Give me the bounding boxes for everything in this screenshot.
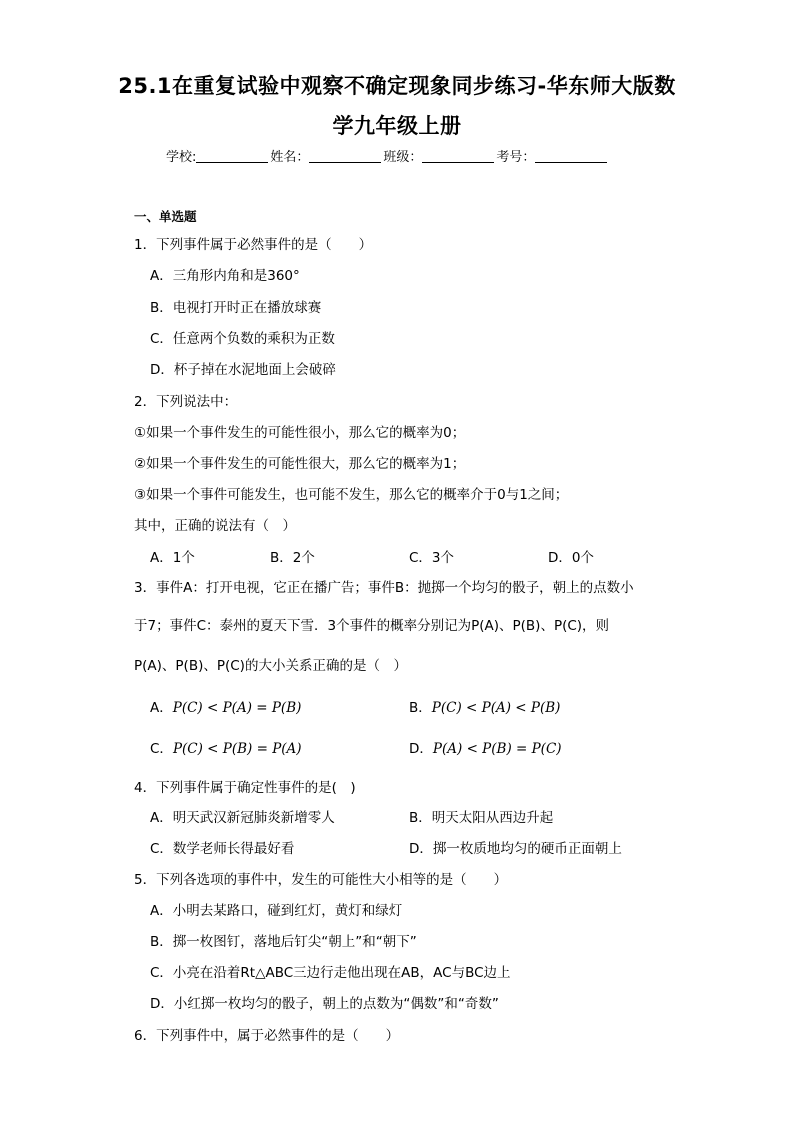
class-blank[interactable] [422, 150, 494, 163]
q3-option-b-label: B． [409, 700, 432, 716]
q3-option-c [150, 737, 302, 757]
q3-option-c-formula: P(C) < P(B) = P(A) [172, 741, 302, 757]
q3-option-b [409, 696, 560, 716]
q3-option-a-formula: P(C) < P(A) = P(B) [172, 700, 302, 716]
title-line-2: 学九年级上册 [332, 114, 462, 138]
q2-statement-1: ①如果一个事件发生的可能性很小，那么它的概率为0； [134, 425, 466, 441]
q2-option-c: C．3个 [409, 550, 455, 566]
q3-option-d-label: D． [409, 741, 433, 757]
q2-prompt: 其中，正确的说法有（ ） [134, 518, 296, 534]
q4-option-d: D．掷一枚质地均匀的硬币正面朝上 [409, 841, 622, 857]
q3-option-d-formula: P(A) < P(B) = P(C) [432, 741, 562, 757]
q5-option-a: A．小明去某路口，碰到红灯，黄灯和绿灯 [150, 903, 403, 919]
q4-option-a: A．明天武汉新冠肺炎新增零人 [150, 810, 335, 826]
q3-option-d [409, 737, 562, 757]
section-heading: 一、单选题 [134, 209, 197, 224]
name-blank[interactable] [309, 150, 381, 163]
q1-option-b: B．电视打开时正在播放球赛 [150, 300, 322, 316]
class-label: 班级： [383, 150, 423, 165]
q4-option-b: B．明天太阳从西边升起 [409, 810, 554, 826]
q2-option-a: A．1个 [150, 550, 195, 566]
q1-option-a: A．三角形内角和是360° [150, 268, 300, 284]
q2-option-b: B．2个 [270, 550, 315, 566]
q3-option-b-formula: P(C) < P(A) < P(B) [431, 700, 561, 716]
q3-line-3: P(A)、P(B)、P(C)的大小关系正确的是（ ） [134, 658, 407, 674]
q2-statement-2: ②如果一个事件发生的可能性很大，那么它的概率为1； [134, 456, 466, 472]
q1-option-c: C．任意两个负数的乘积为正数 [150, 331, 335, 347]
number-blank[interactable] [535, 150, 607, 163]
number-label: 考号： [496, 150, 536, 165]
q3-option-a-label: A． [150, 700, 173, 716]
school-blank[interactable] [196, 150, 268, 163]
school-label: 学校: [166, 150, 197, 165]
title-line-1: 25.1在重复试验中观察不确定现象同步练习-华东师大版数 [118, 74, 676, 98]
q3-option-c-label: C． [150, 741, 173, 757]
q3-line-1: 3．事件A：打开电视，它正在播广告；事件B：抛掷一个均匀的骰子，朝上的点数小 [134, 580, 634, 596]
q4-option-c: C．数学老师长得最好看 [150, 841, 295, 857]
q6-stem: 6．下列事件中，属于必然事件的是（ ） [134, 1028, 400, 1044]
q1-stem: 1．下列事件属于必然事件的是（ ） [134, 237, 373, 253]
q5-option-b: B．掷一枚图钉，落地后钉尖“朝上”和“朝下” [150, 934, 417, 950]
q5-option-d: D．小红掷一枚均匀的骰子，朝上的点数为“偶数”和“奇数” [150, 996, 499, 1012]
q1-option-d: D．杯子掉在水泥地面上会破碎 [150, 362, 336, 378]
q5-option-c: C．小亮在沿着Rt△ABC三边行走他出现在AB，AC与BC边上 [150, 965, 511, 981]
q3-option-a [150, 696, 301, 716]
name-label: 姓名： [270, 150, 310, 165]
q4-stem: 4．下列事件属于确定性事件的是( ) [134, 780, 356, 796]
q5-stem: 5．下列各选项的事件中，发生的可能性大小相等的是（ ） [134, 872, 508, 888]
q2-stem: 2．下列说法中： [134, 394, 238, 410]
q2-statement-3: ③如果一个事件可能发生，也可能不发生，那么它的概率介于0与1之间； [134, 487, 569, 503]
student-info-row [166, 146, 609, 165]
q3-line-2: 于7；事件C：泰州的夏天下雪．3个事件的概率分别记为P(A)、P(B)、P(C)，则 [134, 618, 610, 634]
q2-option-d: D．0个 [548, 550, 594, 566]
